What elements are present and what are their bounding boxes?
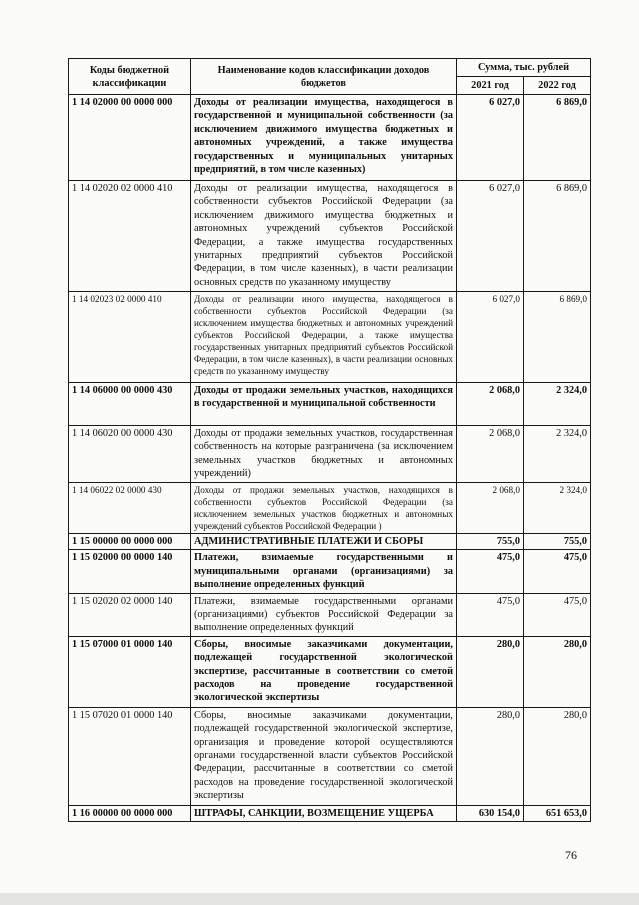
row-2021: 6 027,0 bbox=[457, 181, 524, 292]
row-2021: 6 027,0 bbox=[457, 292, 524, 383]
row-code: 1 16 00000 00 0000 000 bbox=[69, 805, 191, 821]
table-row bbox=[69, 593, 591, 636]
row-name: Платежи, взимаемые государственными и муниципальными органами (организациями) за выполнение определенных функций bbox=[191, 550, 457, 593]
row-2022: 2 324,0 bbox=[524, 383, 591, 426]
row-name: ШТРАФЫ, САНКЦИИ, ВОЗМЕЩЕНИЕ УЩЕРБА bbox=[191, 805, 457, 821]
header-2022: 2022 год bbox=[524, 77, 591, 95]
row-name: Доходы от реализации имущества, находящегося в собственности субъектов Российской Федерации (за исключением движимого имущества бюджетных и автономных учреждений субъектов Российской Федерации, а также имущества государственных унитарных предприятий субъектов Российской Федерации, в том числе казенных), в части реализации основных средств по указанному имуществу bbox=[191, 181, 457, 292]
header-code: Коды бюджетной классификации bbox=[69, 59, 191, 95]
row-2022: 6 869,0 bbox=[524, 292, 591, 383]
row-code: 1 14 06020 00 0000 430 bbox=[69, 426, 191, 483]
table-row bbox=[69, 383, 591, 426]
row-code: 1 14 02023 02 0000 410 bbox=[69, 292, 191, 383]
table-row bbox=[69, 181, 591, 292]
row-2021: 6 027,0 bbox=[457, 95, 524, 181]
row-2022: 475,0 bbox=[524, 550, 591, 593]
row-2021: 2 068,0 bbox=[457, 483, 524, 534]
row-code: 1 14 06000 00 0000 430 bbox=[69, 383, 191, 426]
document-sheet bbox=[68, 58, 590, 822]
row-2021: 280,0 bbox=[457, 636, 524, 707]
header-name: Наименование кодов классификации доходов бюджетов bbox=[191, 59, 457, 95]
row-2022: 280,0 bbox=[524, 636, 591, 707]
row-name: Доходы от реализации иного имущества, находящегося в собственности субъектов Российской Федерации (за исключением имущества бюджетных и автономных учреждений субъектов Российской Федерации, а также имущества государственных унитарных предприятий субъектов Российской Федерации, в том числе казенных), в части реализации основных средств по указанному имуществу bbox=[191, 292, 457, 383]
row-code: 1 15 02020 02 0000 140 bbox=[69, 593, 191, 636]
row-2021: 475,0 bbox=[457, 550, 524, 593]
row-2021: 2 068,0 bbox=[457, 383, 524, 426]
row-name: Сборы, вносимые заказчиками документации, подлежащей государственной экологической экспертизе, рассчитанные в соответствии со сметой расходов на проведение государственной экологической экспертизы bbox=[191, 636, 457, 707]
row-2021: 280,0 bbox=[457, 707, 524, 805]
row-name: Сборы, вносимые заказчиками документации, подлежащей государственной экологической экспертизе, организация и проведение которой осуществляются органами государственной власти субъектов Российской Федерации, рассчитанные в соответствии со сметой расходов на проведение государственной экологической экспертизы bbox=[191, 707, 457, 805]
header-2021: 2021 год bbox=[457, 77, 524, 95]
row-name: Платежи, взимаемые государственными органами (организациями) субъектов Российской Федерации за выполнение определенных функций bbox=[191, 593, 457, 636]
page-number: 76 bbox=[565, 848, 577, 862]
row-name: АДМИНИСТРАТИВНЫЕ ПЛАТЕЖИ И СБОРЫ bbox=[191, 534, 457, 550]
table-row bbox=[69, 292, 591, 383]
table-row bbox=[69, 426, 591, 483]
row-code: 1 14 06022 02 0000 430 bbox=[69, 483, 191, 534]
row-2022: 651 653,0 bbox=[524, 805, 591, 821]
row-2022: 6 869,0 bbox=[524, 95, 591, 181]
row-2022: 475,0 bbox=[524, 593, 591, 636]
table-row bbox=[69, 483, 591, 534]
table-row bbox=[69, 636, 591, 707]
table-row bbox=[69, 95, 591, 181]
row-2022: 2 324,0 bbox=[524, 426, 591, 483]
row-code: 1 14 02000 00 0000 000 bbox=[69, 95, 191, 181]
row-code: 1 15 00000 00 0000 000 bbox=[69, 534, 191, 550]
row-code: 1 15 02000 00 0000 140 bbox=[69, 550, 191, 593]
row-name: Доходы от продажи земельных участков, государственная собственность на которые разграничена (за исключением земельных участков бюджетных и автономных учреждений) bbox=[191, 426, 457, 483]
row-code: 1 14 02020 02 0000 410 bbox=[69, 181, 191, 292]
header-sum: Сумма, тыс. рублей bbox=[457, 59, 591, 77]
table-row bbox=[69, 805, 591, 821]
table-row bbox=[69, 534, 591, 550]
row-2021: 2 068,0 bbox=[457, 426, 524, 483]
row-2021: 755,0 bbox=[457, 534, 524, 550]
row-name: Доходы от продажи земельных участков, находящихся в государственной и муниципальной собственности bbox=[191, 383, 457, 426]
row-name: Доходы от реализации имущества, находящегося в государственной и муниципальной собственности (за исключением движимого имущества бюджетных и автономных учреждений, а также имущества государственных и муниципальных унитарных предприятий, в том числе казенных) bbox=[191, 95, 457, 181]
row-2022: 755,0 bbox=[524, 534, 591, 550]
row-code: 1 15 07020 01 0000 140 bbox=[69, 707, 191, 805]
budget-table bbox=[68, 58, 591, 822]
row-name: Доходы от продажи земельных участков, находящихся в собственности субъектов Российской Федерации (за исключением земельных участков бюджетных и автономных учреждений субъектов Российской Федерации ) bbox=[191, 483, 457, 534]
row-2022: 2 324,0 bbox=[524, 483, 591, 534]
row-2021: 475,0 bbox=[457, 593, 524, 636]
row-code: 1 15 07000 01 0000 140 bbox=[69, 636, 191, 707]
table-row bbox=[69, 550, 591, 593]
scan-edge bbox=[0, 893, 639, 905]
row-2022: 280,0 bbox=[524, 707, 591, 805]
row-2021: 630 154,0 bbox=[457, 805, 524, 821]
row-2022: 6 869,0 bbox=[524, 181, 591, 292]
table-row bbox=[69, 707, 591, 805]
